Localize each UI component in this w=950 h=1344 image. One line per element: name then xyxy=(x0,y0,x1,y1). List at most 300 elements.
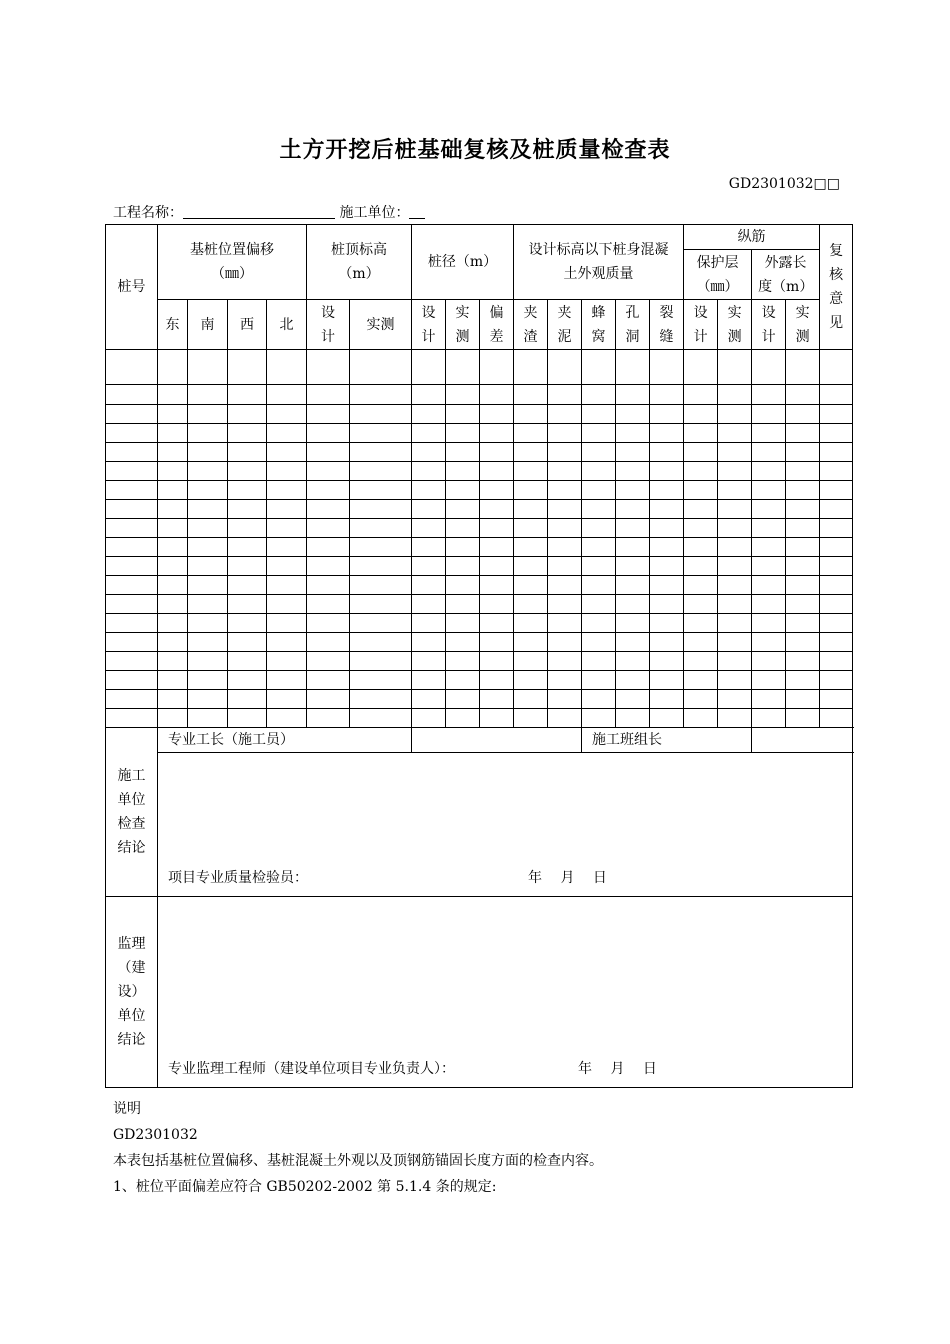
table-cell[interactable] xyxy=(684,671,718,690)
table-cell[interactable] xyxy=(514,385,548,405)
table-cell[interactable] xyxy=(514,633,548,652)
table-cell[interactable] xyxy=(514,538,548,557)
table-cell[interactable] xyxy=(480,595,514,614)
table-cell[interactable] xyxy=(158,633,188,652)
table-cell[interactable] xyxy=(820,385,853,405)
table-cell[interactable] xyxy=(684,538,718,557)
table-cell[interactable] xyxy=(752,538,786,557)
table-cell[interactable] xyxy=(480,652,514,671)
table-cell[interactable] xyxy=(514,595,548,614)
table-cell[interactable] xyxy=(752,595,786,614)
table-cell[interactable] xyxy=(548,576,582,595)
table-cell[interactable] xyxy=(228,652,267,671)
table-cell[interactable] xyxy=(446,424,480,443)
table-cell[interactable] xyxy=(228,633,267,652)
table-cell[interactable] xyxy=(228,443,267,462)
table-cell[interactable] xyxy=(158,690,188,709)
table-cell[interactable] xyxy=(548,519,582,538)
table-cell[interactable] xyxy=(650,385,684,405)
table-cell[interactable] xyxy=(228,557,267,576)
table-cell[interactable] xyxy=(684,557,718,576)
table-cell[interactable] xyxy=(480,350,514,385)
table-cell[interactable] xyxy=(307,671,350,690)
table-cell[interactable] xyxy=(582,424,616,443)
table-cell[interactable] xyxy=(752,500,786,519)
table-cell[interactable] xyxy=(718,576,752,595)
table-cell[interactable] xyxy=(548,481,582,500)
table-cell[interactable] xyxy=(616,538,650,557)
table-cell[interactable] xyxy=(786,405,820,424)
table-cell[interactable] xyxy=(412,633,446,652)
table-cell[interactable] xyxy=(480,614,514,633)
table-cell[interactable] xyxy=(718,500,752,519)
table-cell[interactable] xyxy=(514,652,548,671)
table-cell[interactable] xyxy=(228,405,267,424)
table-cell[interactable] xyxy=(307,538,350,557)
table-cell[interactable] xyxy=(548,462,582,481)
table-cell[interactable] xyxy=(350,385,412,405)
table-cell[interactable] xyxy=(786,652,820,671)
table-cell[interactable] xyxy=(718,652,752,671)
table-cell[interactable] xyxy=(412,557,446,576)
table-cell[interactable] xyxy=(616,385,650,405)
table-cell[interactable] xyxy=(188,500,228,519)
table-cell[interactable] xyxy=(786,350,820,385)
table-cell[interactable] xyxy=(106,595,158,614)
table-cell[interactable] xyxy=(786,424,820,443)
table-cell[interactable] xyxy=(548,614,582,633)
table-cell[interactable] xyxy=(650,709,684,728)
table-cell[interactable] xyxy=(412,671,446,690)
table-cell[interactable] xyxy=(684,385,718,405)
table-cell[interactable] xyxy=(480,709,514,728)
table-cell[interactable] xyxy=(684,500,718,519)
table-cell[interactable] xyxy=(446,519,480,538)
table-cell[interactable] xyxy=(480,462,514,481)
table-cell[interactable] xyxy=(350,350,412,385)
table-cell[interactable] xyxy=(650,443,684,462)
table-cell[interactable] xyxy=(548,350,582,385)
table-cell[interactable] xyxy=(684,595,718,614)
table-cell[interactable] xyxy=(188,405,228,424)
table-cell[interactable] xyxy=(752,652,786,671)
table-cell[interactable] xyxy=(228,538,267,557)
table-cell[interactable] xyxy=(446,709,480,728)
table-cell[interactable] xyxy=(446,385,480,405)
table-cell[interactable] xyxy=(158,385,188,405)
table-cell[interactable] xyxy=(718,462,752,481)
table-cell[interactable] xyxy=(267,519,307,538)
table-cell[interactable] xyxy=(752,576,786,595)
table-cell[interactable] xyxy=(582,405,616,424)
table-cell[interactable] xyxy=(616,633,650,652)
table-cell[interactable] xyxy=(548,557,582,576)
table-cell[interactable] xyxy=(307,350,350,385)
table-cell[interactable] xyxy=(307,576,350,595)
table-cell[interactable] xyxy=(267,709,307,728)
table-cell[interactable] xyxy=(514,576,548,595)
table-cell[interactable] xyxy=(684,633,718,652)
table-cell[interactable] xyxy=(752,557,786,576)
table-cell[interactable] xyxy=(548,690,582,709)
table-cell[interactable] xyxy=(650,576,684,595)
table-cell[interactable] xyxy=(616,350,650,385)
table-cell[interactable] xyxy=(307,481,350,500)
table-cell[interactable] xyxy=(267,690,307,709)
table-cell[interactable] xyxy=(514,481,548,500)
table-cell[interactable] xyxy=(446,481,480,500)
table-cell[interactable] xyxy=(412,443,446,462)
table-cell[interactable] xyxy=(820,614,853,633)
table-cell[interactable] xyxy=(718,595,752,614)
table-cell[interactable] xyxy=(582,538,616,557)
table-cell[interactable] xyxy=(650,350,684,385)
table-cell[interactable] xyxy=(820,671,853,690)
table-cell[interactable] xyxy=(786,557,820,576)
table-cell[interactable] xyxy=(752,481,786,500)
table-cell[interactable] xyxy=(158,350,188,385)
table-cell[interactable] xyxy=(684,462,718,481)
table-cell[interactable] xyxy=(350,633,412,652)
table-cell[interactable] xyxy=(650,538,684,557)
table-cell[interactable] xyxy=(158,671,188,690)
table-cell[interactable] xyxy=(188,709,228,728)
table-cell[interactable] xyxy=(267,462,307,481)
table-cell[interactable] xyxy=(480,405,514,424)
table-cell[interactable] xyxy=(188,633,228,652)
table-cell[interactable] xyxy=(616,519,650,538)
table-cell[interactable] xyxy=(820,709,853,728)
table-cell[interactable] xyxy=(188,557,228,576)
table-cell[interactable] xyxy=(480,576,514,595)
table-cell[interactable] xyxy=(650,652,684,671)
table-cell[interactable] xyxy=(786,690,820,709)
table-cell[interactable] xyxy=(514,500,548,519)
table-cell[interactable] xyxy=(820,462,853,481)
table-cell[interactable] xyxy=(158,652,188,671)
table-cell[interactable] xyxy=(684,690,718,709)
table-cell[interactable] xyxy=(106,500,158,519)
table-cell[interactable] xyxy=(350,462,412,481)
table-cell[interactable] xyxy=(412,385,446,405)
table-cell[interactable] xyxy=(188,481,228,500)
table-cell[interactable] xyxy=(548,709,582,728)
table-cell[interactable] xyxy=(106,385,158,405)
table-cell[interactable] xyxy=(752,350,786,385)
table-cell[interactable] xyxy=(446,405,480,424)
table-cell[interactable] xyxy=(616,424,650,443)
table-cell[interactable] xyxy=(718,690,752,709)
foreman-signature-cell[interactable] xyxy=(412,728,582,753)
table-cell[interactable] xyxy=(267,614,307,633)
table-cell[interactable] xyxy=(158,576,188,595)
table-cell[interactable] xyxy=(307,405,350,424)
table-cell[interactable] xyxy=(307,709,350,728)
table-cell[interactable] xyxy=(582,481,616,500)
table-cell[interactable] xyxy=(412,652,446,671)
table-cell[interactable] xyxy=(752,709,786,728)
table-cell[interactable] xyxy=(188,350,228,385)
table-cell[interactable] xyxy=(820,350,853,385)
table-cell[interactable] xyxy=(786,671,820,690)
table-cell[interactable] xyxy=(820,538,853,557)
table-cell[interactable] xyxy=(582,350,616,385)
table-cell[interactable] xyxy=(106,519,158,538)
table-cell[interactable] xyxy=(718,519,752,538)
table-cell[interactable] xyxy=(228,481,267,500)
table-cell[interactable] xyxy=(228,350,267,385)
table-cell[interactable] xyxy=(188,595,228,614)
table-cell[interactable] xyxy=(718,614,752,633)
table-cell[interactable] xyxy=(820,405,853,424)
table-cell[interactable] xyxy=(820,519,853,538)
table-cell[interactable] xyxy=(820,633,853,652)
table-cell[interactable] xyxy=(267,481,307,500)
table-cell[interactable] xyxy=(514,671,548,690)
table-cell[interactable] xyxy=(446,652,480,671)
table-cell[interactable] xyxy=(228,614,267,633)
table-cell[interactable] xyxy=(267,443,307,462)
table-cell[interactable] xyxy=(446,576,480,595)
table-cell[interactable] xyxy=(446,595,480,614)
table-cell[interactable] xyxy=(548,671,582,690)
table-cell[interactable] xyxy=(684,424,718,443)
table-cell[interactable] xyxy=(650,671,684,690)
table-cell[interactable] xyxy=(786,443,820,462)
table-cell[interactable] xyxy=(158,443,188,462)
table-cell[interactable] xyxy=(820,500,853,519)
table-cell[interactable] xyxy=(480,633,514,652)
table-cell[interactable] xyxy=(786,538,820,557)
table-cell[interactable] xyxy=(228,519,267,538)
table-cell[interactable] xyxy=(582,576,616,595)
table-cell[interactable] xyxy=(752,424,786,443)
table-cell[interactable] xyxy=(350,538,412,557)
table-cell[interactable] xyxy=(188,424,228,443)
table-cell[interactable] xyxy=(820,557,853,576)
table-cell[interactable] xyxy=(718,557,752,576)
table-cell[interactable] xyxy=(786,462,820,481)
table-cell[interactable] xyxy=(307,519,350,538)
table-cell[interactable] xyxy=(106,481,158,500)
table-cell[interactable] xyxy=(106,690,158,709)
table-cell[interactable] xyxy=(350,595,412,614)
table-cell[interactable] xyxy=(106,614,158,633)
table-cell[interactable] xyxy=(446,350,480,385)
table-cell[interactable] xyxy=(650,481,684,500)
table-cell[interactable] xyxy=(752,519,786,538)
table-cell[interactable] xyxy=(446,557,480,576)
table-cell[interactable] xyxy=(548,500,582,519)
table-cell[interactable] xyxy=(650,690,684,709)
table-cell[interactable] xyxy=(480,519,514,538)
table-cell[interactable] xyxy=(582,462,616,481)
table-cell[interactable] xyxy=(752,462,786,481)
table-cell[interactable] xyxy=(650,557,684,576)
table-cell[interactable] xyxy=(350,557,412,576)
table-cell[interactable] xyxy=(307,633,350,652)
table-cell[interactable] xyxy=(820,424,853,443)
table-cell[interactable] xyxy=(307,443,350,462)
table-cell[interactable] xyxy=(228,595,267,614)
table-cell[interactable] xyxy=(582,652,616,671)
table-cell[interactable] xyxy=(480,557,514,576)
table-cell[interactable] xyxy=(267,633,307,652)
table-cell[interactable] xyxy=(718,405,752,424)
table-cell[interactable] xyxy=(350,424,412,443)
supervision-conclusion-area[interactable] xyxy=(158,897,853,1088)
table-cell[interactable] xyxy=(350,519,412,538)
table-cell[interactable] xyxy=(188,652,228,671)
table-cell[interactable] xyxy=(514,443,548,462)
table-cell[interactable] xyxy=(267,500,307,519)
table-cell[interactable] xyxy=(786,500,820,519)
table-cell[interactable] xyxy=(158,614,188,633)
table-cell[interactable] xyxy=(786,385,820,405)
table-cell[interactable] xyxy=(480,481,514,500)
team-leader-signature-cell[interactable] xyxy=(752,728,853,753)
table-cell[interactable] xyxy=(158,424,188,443)
table-cell[interactable] xyxy=(514,690,548,709)
table-cell[interactable] xyxy=(582,633,616,652)
table-cell[interactable] xyxy=(650,405,684,424)
table-cell[interactable] xyxy=(228,462,267,481)
table-cell[interactable] xyxy=(106,576,158,595)
table-cell[interactable] xyxy=(412,614,446,633)
table-cell[interactable] xyxy=(752,614,786,633)
table-cell[interactable] xyxy=(582,443,616,462)
table-cell[interactable] xyxy=(684,519,718,538)
table-cell[interactable] xyxy=(307,690,350,709)
table-cell[interactable] xyxy=(267,595,307,614)
table-cell[interactable] xyxy=(650,633,684,652)
table-cell[interactable] xyxy=(106,709,158,728)
table-cell[interactable] xyxy=(786,709,820,728)
table-cell[interactable] xyxy=(446,500,480,519)
table-cell[interactable] xyxy=(350,709,412,728)
table-cell[interactable] xyxy=(650,519,684,538)
table-cell[interactable] xyxy=(228,576,267,595)
table-cell[interactable] xyxy=(106,633,158,652)
table-cell[interactable] xyxy=(616,443,650,462)
table-cell[interactable] xyxy=(412,462,446,481)
table-cell[interactable] xyxy=(106,405,158,424)
table-cell[interactable] xyxy=(616,481,650,500)
table-cell[interactable] xyxy=(158,500,188,519)
table-cell[interactable] xyxy=(307,614,350,633)
table-cell[interactable] xyxy=(412,500,446,519)
table-cell[interactable] xyxy=(820,443,853,462)
table-cell[interactable] xyxy=(106,350,158,385)
table-cell[interactable] xyxy=(616,652,650,671)
table-cell[interactable] xyxy=(752,671,786,690)
table-cell[interactable] xyxy=(188,576,228,595)
table-cell[interactable] xyxy=(820,595,853,614)
table-cell[interactable] xyxy=(786,519,820,538)
table-cell[interactable] xyxy=(616,500,650,519)
table-cell[interactable] xyxy=(106,462,158,481)
table-cell[interactable] xyxy=(820,690,853,709)
table-cell[interactable] xyxy=(718,633,752,652)
table-cell[interactable] xyxy=(480,500,514,519)
table-cell[interactable] xyxy=(582,500,616,519)
table-cell[interactable] xyxy=(350,481,412,500)
table-cell[interactable] xyxy=(188,614,228,633)
table-cell[interactable] xyxy=(446,690,480,709)
table-cell[interactable] xyxy=(350,671,412,690)
table-cell[interactable] xyxy=(616,614,650,633)
table-cell[interactable] xyxy=(650,614,684,633)
table-cell[interactable] xyxy=(267,557,307,576)
table-cell[interactable] xyxy=(718,350,752,385)
table-cell[interactable] xyxy=(350,576,412,595)
table-cell[interactable] xyxy=(514,462,548,481)
table-cell[interactable] xyxy=(684,481,718,500)
table-cell[interactable] xyxy=(820,652,853,671)
table-cell[interactable] xyxy=(350,500,412,519)
table-cell[interactable] xyxy=(786,576,820,595)
table-cell[interactable] xyxy=(548,633,582,652)
table-cell[interactable] xyxy=(307,595,350,614)
table-cell[interactable] xyxy=(267,652,307,671)
table-cell[interactable] xyxy=(786,633,820,652)
table-cell[interactable] xyxy=(548,385,582,405)
table-cell[interactable] xyxy=(446,671,480,690)
table-cell[interactable] xyxy=(158,462,188,481)
table-cell[interactable] xyxy=(718,443,752,462)
table-cell[interactable] xyxy=(684,405,718,424)
table-cell[interactable] xyxy=(786,595,820,614)
table-cell[interactable] xyxy=(582,595,616,614)
table-cell[interactable] xyxy=(548,443,582,462)
table-cell[interactable] xyxy=(446,538,480,557)
table-cell[interactable] xyxy=(188,462,228,481)
table-cell[interactable] xyxy=(616,690,650,709)
table-cell[interactable] xyxy=(684,350,718,385)
table-cell[interactable] xyxy=(616,576,650,595)
table-cell[interactable] xyxy=(228,671,267,690)
table-cell[interactable] xyxy=(718,481,752,500)
table-cell[interactable] xyxy=(514,709,548,728)
table-cell[interactable] xyxy=(228,690,267,709)
construction-unit-field[interactable] xyxy=(409,204,425,219)
table-cell[interactable] xyxy=(267,424,307,443)
table-cell[interactable] xyxy=(514,557,548,576)
table-cell[interactable] xyxy=(548,405,582,424)
table-cell[interactable] xyxy=(188,671,228,690)
table-cell[interactable] xyxy=(188,690,228,709)
table-cell[interactable] xyxy=(582,519,616,538)
table-cell[interactable] xyxy=(718,385,752,405)
table-cell[interactable] xyxy=(158,595,188,614)
table-cell[interactable] xyxy=(718,424,752,443)
table-cell[interactable] xyxy=(307,385,350,405)
table-cell[interactable] xyxy=(548,595,582,614)
table-cell[interactable] xyxy=(582,709,616,728)
table-cell[interactable] xyxy=(548,424,582,443)
table-cell[interactable] xyxy=(158,557,188,576)
table-cell[interactable] xyxy=(106,443,158,462)
table-cell[interactable] xyxy=(106,557,158,576)
table-cell[interactable] xyxy=(106,424,158,443)
table-cell[interactable] xyxy=(412,690,446,709)
table-cell[interactable] xyxy=(412,709,446,728)
table-cell[interactable] xyxy=(480,385,514,405)
table-cell[interactable] xyxy=(267,538,307,557)
table-cell[interactable] xyxy=(752,443,786,462)
table-cell[interactable] xyxy=(514,614,548,633)
table-cell[interactable] xyxy=(307,652,350,671)
